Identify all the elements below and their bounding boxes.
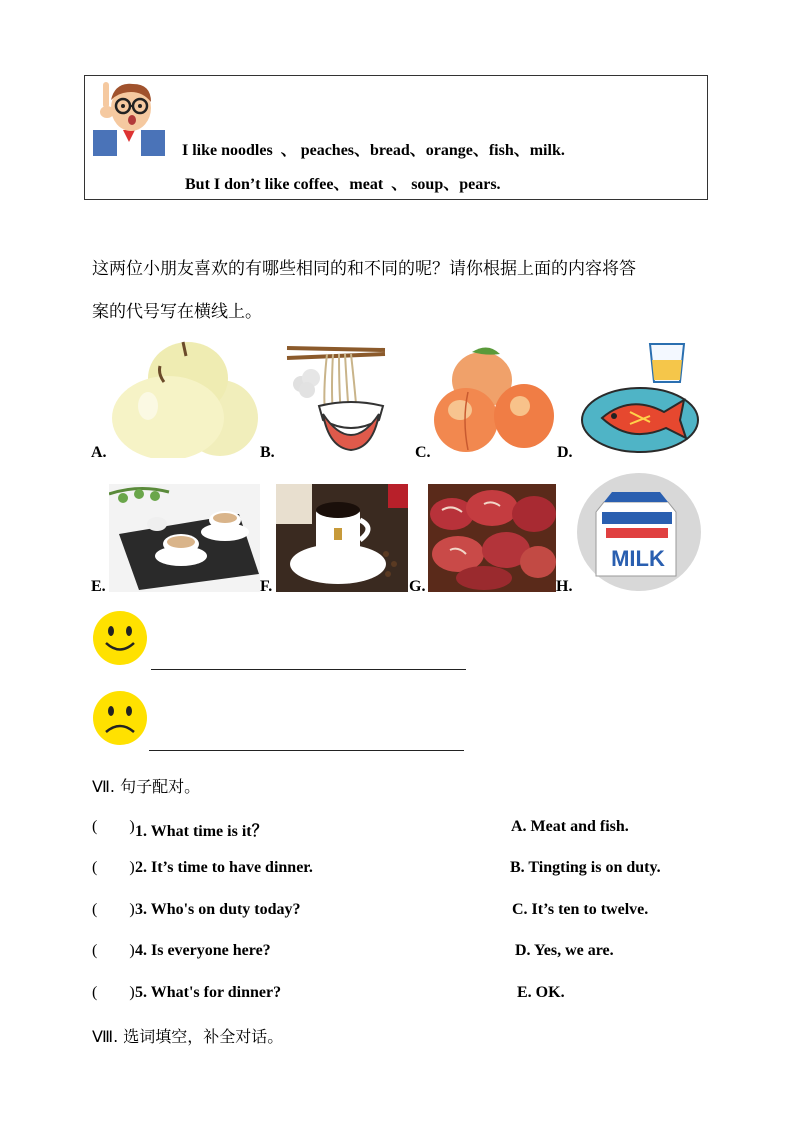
intro-dislikes: But I don’t like coffee、meat 、 soup、pears.	[185, 176, 501, 193]
instruction-line-2: 案的代号写在横线上。	[92, 302, 262, 322]
section-7-title: Ⅶ. 句子配对。	[92, 777, 201, 796]
question-1: 1. What time is it？	[135, 823, 268, 840]
question-2: 2. It’s time to have dinner.	[135, 859, 313, 876]
option-letter-c: C.	[415, 444, 431, 461]
option-letter-g: G.	[409, 578, 426, 595]
option-letter-d: D.	[557, 444, 573, 461]
answer-option-a: A. Meat and fish.	[511, 818, 629, 835]
sad-face-icon	[92, 690, 148, 746]
fish-icon	[580, 340, 700, 456]
question-5: 5. What's for dinner?	[135, 984, 282, 1001]
option-letter-a: A.	[91, 444, 107, 461]
answer-option-d: D. Yes, we are.	[515, 942, 614, 959]
milk-icon	[576, 472, 702, 592]
answer-blank-2[interactable]: ( )	[92, 859, 135, 876]
answer-blank-5[interactable]: ( )	[92, 984, 135, 1001]
meat-icon	[428, 484, 556, 592]
question-4: 4. Is everyone here?	[135, 942, 271, 959]
option-letter-e: E.	[91, 578, 106, 595]
pear-icon	[108, 336, 260, 458]
section-8-title: Ⅷ. 选词填空，补全对话。	[92, 1027, 284, 1046]
answer-blank-1[interactable]: ( )	[92, 818, 135, 835]
option-letter-h: H.	[556, 578, 573, 595]
boy-with-glasses-icon	[93, 78, 165, 156]
answer-option-b: B. Tingting is on duty.	[510, 859, 661, 876]
option-letter-b: B.	[260, 444, 275, 461]
peach-icon	[432, 340, 556, 458]
question-3: 3. Who's on duty today?	[135, 901, 301, 918]
answer-blank-3[interactable]: ( )	[92, 901, 135, 918]
likes-answer-line[interactable]	[151, 669, 466, 670]
tea-icon	[109, 484, 260, 592]
answer-blank-4[interactable]: ( )	[92, 942, 135, 959]
intro-likes: I like noodles 、 peaches、bread、orange、fish、milk.	[182, 142, 565, 159]
answer-option-e: E. OK.	[517, 984, 565, 1001]
milk-carton-label: MILK	[611, 546, 665, 571]
option-letter-f: F.	[260, 578, 273, 595]
answer-option-c: C. It’s ten to twelve.	[512, 901, 649, 918]
noodles-icon	[283, 340, 413, 458]
happy-face-icon	[92, 610, 148, 666]
dislikes-answer-line[interactable]	[149, 750, 464, 751]
coffee-icon	[276, 484, 408, 592]
instruction-line-1: 这两位小朋友喜欢的有哪些相同的和不同的呢？请你根据上面的内容将答	[92, 259, 636, 279]
